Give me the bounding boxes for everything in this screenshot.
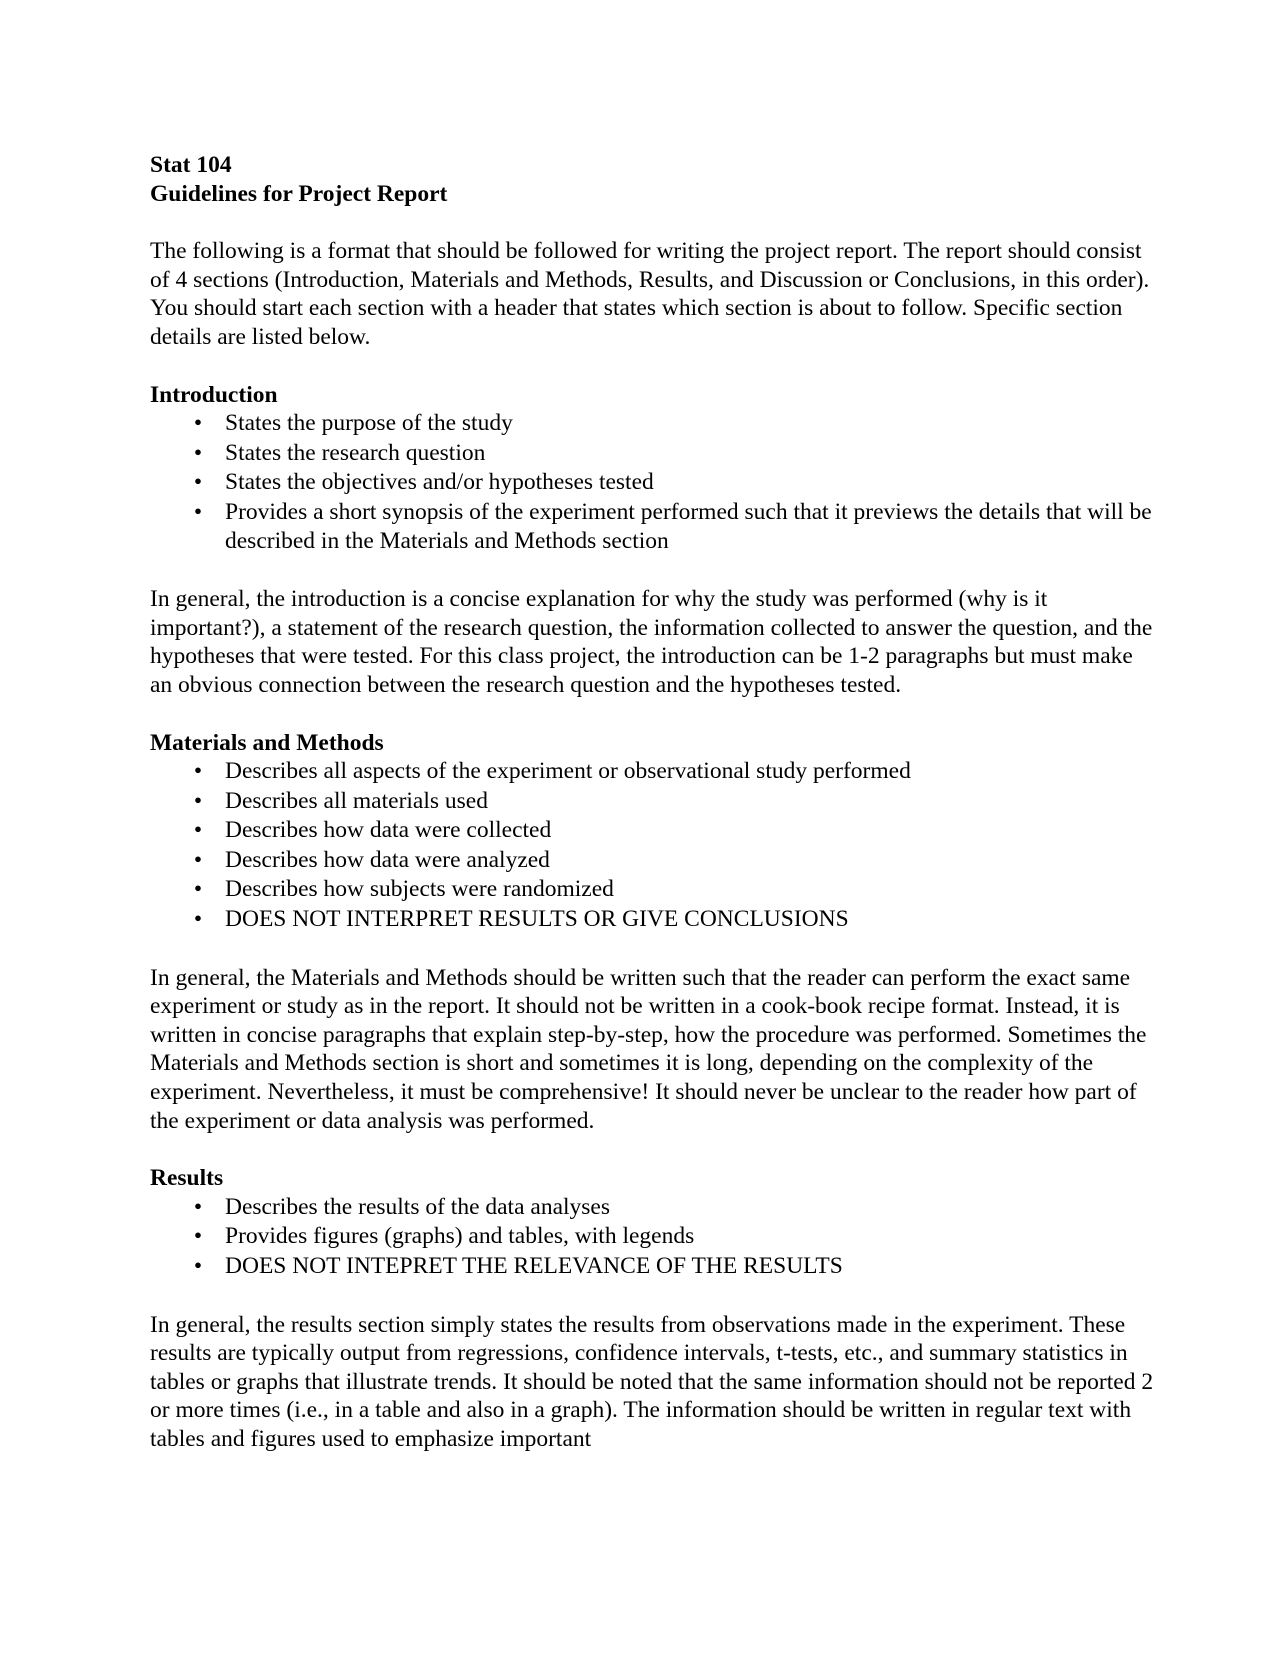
bullet-icon: • [193,876,203,903]
list-item-text: Describes how data were collected [225,817,552,844]
bullet-list-introduction [150,409,1160,555]
intro-paragraph: The following is a format that should be followed for writing the project report. The report should consist of 4 sections (Introduction, Materials and Methods, Results, and Discussion or Conclusions, in this order). You should start each section with a header that states which section is about to follow. Specific section details are listed below. [150,238,1150,350]
spacer [150,1135,1160,1164]
bullet-icon: • [193,1223,203,1250]
bullet-icon: • [193,906,203,933]
bullet-icon: • [193,410,203,437]
spacer [150,352,1160,381]
list-item-text: States the research question [225,439,486,466]
list-item [193,498,1160,555]
bullet-icon: • [193,1253,203,1279]
spacer [150,208,1160,237]
bullet-icon: • [193,787,203,814]
list-item [193,468,1160,497]
course-title: Stat 104 [150,152,232,178]
results-paragraph: In general, the results section simply states the results from observations made in the experiment. These results are typically output from regressions, confidence intervals, t-tests, etc., and summary statistics in tables or graphs that illustrate trends. It should be noted that the same information should not be reported 2 or more times (i.e., in a table and also in a graph). The information should be written in regular text with tables and figures used to emphasize important [150,1311,1154,1452]
list-item-text: Describes all materials used [225,787,488,814]
spacer [150,1282,1160,1311]
spacer [150,935,1160,964]
list-item-text: Describes all aspects of the experiment or observational study performed [225,758,911,785]
bullet-list-results [150,1193,1160,1281]
list-item-text: Describes the results of the data analyses [225,1193,611,1220]
list-item-text: Describes how subjects were randomized [225,876,614,903]
list-item-text: States the objectives and/or hypotheses tested [225,469,654,496]
list-item [193,875,1160,904]
bullet-icon: • [193,1193,203,1220]
bullet-icon: • [193,846,203,873]
list-item-text: Provides a short synopsis of the experiment performed such that it previews the details that will be described in the Materials and Methods section [225,498,1152,554]
section-heading-introduction: Introduction [150,381,278,408]
list-item-text: Provides figures (graphs) and tables, with legends [225,1223,695,1250]
bullet-icon: • [193,439,203,466]
list-item [193,1252,1160,1281]
list-item [193,816,1160,845]
bullet-list-methods [150,757,1160,934]
methods-paragraph: In general, the Materials and Methods should be written such that the reader can perform the exact same experiment or study as in the report. It should not be written in a cook-book recipe format. Instead, it is written in concise paragraphs that explain step-by-step, how the procedure was performed. Sometimes the Materials and Methods section is short and sometimes it is long, depending on the complexity of the experiment. Nevertheless, it must be comprehensive! It should never be unclear to the reader how part of the experiment or data analysis was performed. [150,964,1147,1134]
list-item [193,1193,1160,1222]
bullet-icon: • [193,817,203,844]
list-item [193,757,1160,786]
spacer [150,556,1160,585]
spacer [150,700,1160,729]
section-heading-methods: Materials and Methods [150,729,384,756]
list-item [193,409,1160,438]
list-item-text: States the purpose of the study [225,410,513,437]
introduction-paragraph: In general, the introduction is a concise explanation for why the study was performed (why is it important?), a statement of the research question, the information collected to answer the question, and the hypotheses that were tested. For this class project, the introduction can be 1-2 paragraphs but must make an obvious connection between the research question and the hypotheses tested. [150,586,1153,698]
bullet-icon: • [193,469,203,496]
list-item [193,1222,1160,1251]
list-item-text: DOES NOT INTEPRET THE RELEVANCE OF THE RESULTS [225,1253,843,1279]
bullet-icon: • [193,498,203,525]
list-item [193,846,1160,875]
list-item-text: DOES NOT INTERPRET RESULTS OR GIVE CONCLUSIONS [225,906,849,933]
list-item [193,787,1160,816]
list-item [193,439,1160,468]
bullet-icon: • [193,758,203,785]
list-item-text: Describes how data were analyzed [225,846,550,873]
document-title: Guidelines for Project Report [150,180,448,207]
list-item [193,905,1160,934]
section-heading-results: Results [150,1165,224,1192]
